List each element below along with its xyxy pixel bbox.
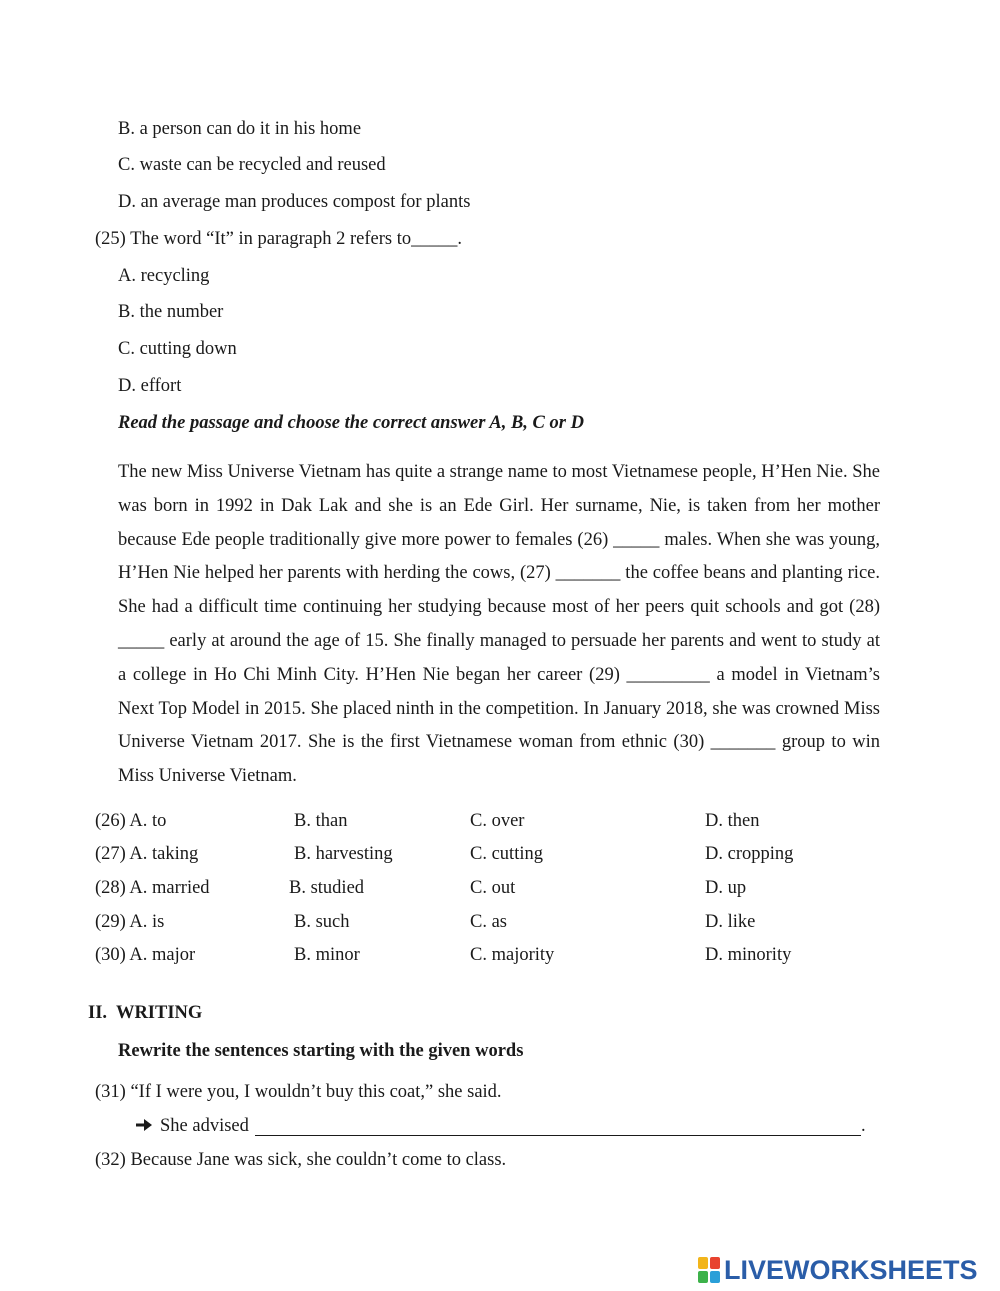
option-30-b: B. minor (294, 945, 360, 965)
q25-option-a: A. recycling (118, 266, 210, 286)
q31-answer-end: . (861, 1116, 866, 1136)
options-row-30 (0, 944, 1000, 966)
logo-block (698, 1257, 708, 1269)
option-27-b: B. harvesting (294, 844, 393, 864)
option-29-a: (29) A. is (95, 912, 165, 932)
logo-mark-icon (698, 1257, 720, 1283)
q25-option-b: B. the number (118, 302, 224, 322)
option-29-c: C. as (470, 912, 507, 932)
option-28-d: D. up (705, 878, 747, 898)
option-26-c: C. over (470, 811, 525, 831)
logo-block (698, 1271, 708, 1283)
option-30-d: D. minority (705, 945, 792, 965)
options-row-29 (0, 911, 1000, 933)
option-27-d: D. cropping (705, 844, 794, 864)
liveworksheets-logo (698, 1255, 978, 1285)
logo-block (710, 1271, 720, 1283)
q25-question: (25) The word “It” in paragraph 2 refers to_____. (95, 229, 462, 249)
option-28-b: B. studied (289, 878, 365, 898)
q24-option-d: D. an average man produces compost for plants (118, 192, 471, 212)
q25-option-d: D. effort (118, 376, 182, 396)
option-27-c: C. cutting (470, 844, 543, 864)
options-row-27 (0, 843, 1000, 865)
option-29-d: D. like (705, 912, 756, 932)
logo-text: LIVEWORKSHEETS (724, 1254, 978, 1285)
options-row-28 (0, 877, 1000, 899)
arrow-right-icon (134, 1115, 154, 1135)
option-30-c: C. majority (470, 945, 555, 965)
q32-question: (32) Because Jane was sick, she couldn’t come to class. (95, 1150, 507, 1170)
q31-question: (31) “If I were you, I wouldn’t buy this coat,” she said. (95, 1082, 502, 1102)
option-26-d: D. then (705, 811, 760, 831)
logo-block (710, 1257, 720, 1269)
writing-heading: II. WRITING (88, 1003, 203, 1023)
option-27-a: (27) A. taking (95, 844, 199, 864)
q24-option-b: B. a person can do it in his home (118, 119, 362, 139)
reading-passage: The new Miss Universe Vietnam has quite a strange name to most Vietnamese people, H’Hen Nie. She was born in 1992 in Dak Lak and she is an Ede Girl. Her surname, Nie, is taken from her mother because Ede people traditionally give more power to females (26) _____ males. When she was young, H’Hen Nie helped her parents with herding the cows, (27) _______ the coffee beans and planting rice. She had a difficult time continuing her studying because most of her peers quit schools and got (28) _____ early at around the age of 15. She finally managed to persuade her parents and went to study at a college in Ho Chi Minh City. H’Hen Nie began her career (29) _________ a model in Vietnam’s Next Top Model in 2015. She placed ninth in the competition. In January 2018, she was crowned Miss Universe Vietnam 2017. She is the first Vietnamese woman from ethnic (30) _______ group to win Miss Universe Vietnam. (118, 462, 880, 787)
q24-option-c: C. waste can be recycled and reused (118, 155, 386, 175)
q25-option-c: C. cutting down (118, 339, 237, 359)
q31-answer-field[interactable] (255, 1135, 861, 1136)
reading-instruction: Read the passage and choose the correct answer A, B, C or D (118, 413, 584, 433)
writing-instruction: Rewrite the sentences starting with the given words (118, 1041, 524, 1061)
option-28-c: C. out (470, 878, 516, 898)
option-30-a: (30) A. major (95, 945, 196, 965)
option-28-a: (28) A. married (95, 878, 210, 898)
q31-answer-prefix: She advised (160, 1116, 249, 1136)
option-26-a: (26) A. to (95, 811, 167, 831)
option-26-b: B. than (294, 811, 348, 831)
option-29-b: B. such (294, 912, 350, 932)
options-row-26 (0, 810, 1000, 832)
